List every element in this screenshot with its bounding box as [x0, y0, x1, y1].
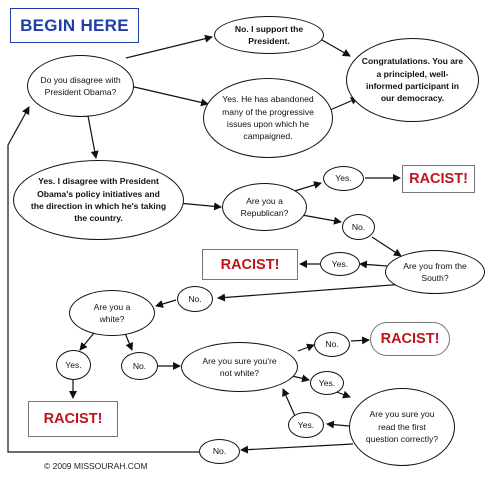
arrow-no-to-white — [156, 300, 176, 306]
node-yes-policy: Yes. I disagree with President Obama's policy initiatives and the direction in which he's taking the country. — [13, 160, 184, 240]
node-congratulations: Congratulations. You are a principled, well-informed participant in our democracy. — [346, 38, 479, 122]
node-no-sure: No. — [314, 332, 350, 357]
arrow-south-to-no — [218, 284, 405, 298]
arrow-south-to-yes — [360, 264, 387, 266]
arrow-disagree-to-yes-policy — [88, 116, 96, 158]
arrow-sure-to-yes — [292, 376, 309, 380]
arrow-read-to-yes — [327, 424, 349, 426]
node-no-republican: No. — [342, 214, 375, 240]
outcome-racist-3: RACIST! — [28, 401, 118, 437]
node-yes-abandoned: Yes. He has abandoned many of the progressive issues upon which he campaigned. — [203, 78, 333, 158]
arrow-white-to-yes — [80, 333, 94, 350]
node-no-read: No. — [199, 439, 240, 464]
node-yes-white: Yes. — [56, 350, 91, 380]
copyright-notice: © 2009 MISSOURAH.COM — [44, 461, 148, 471]
arrow-read-to-no — [241, 444, 353, 450]
node-no-support: No. I support the President. — [214, 16, 324, 54]
arrow-policy-to-republican — [178, 203, 221, 207]
node-yes-south: Yes. — [320, 252, 360, 276]
outcome-racist-2: RACIST! — [202, 249, 298, 280]
node-yes-sure: Yes. — [310, 371, 344, 395]
arrow-no-to-congrats — [322, 40, 350, 56]
node-south-question: Are you from the South? — [385, 250, 485, 294]
outcome-racist-4: RACIST! — [370, 322, 450, 356]
arrow-white-to-no — [125, 333, 132, 350]
node-republican-question: Are you a Republican? — [222, 183, 307, 231]
arrow-disagree-to-yes-abandoned — [130, 86, 208, 104]
arrow-yes-to-sure — [283, 389, 295, 416]
node-no-south: No. — [177, 286, 213, 312]
outcome-racist-1: RACIST! — [402, 165, 475, 193]
node-yes-read: Yes. — [288, 412, 324, 438]
node-white-question: Are you a white? — [69, 290, 155, 336]
node-no-white: No. — [121, 352, 158, 380]
arrow-republican-to-no — [302, 215, 341, 222]
node-read-first-question: Are you sure you read the first question correctly? — [349, 388, 455, 466]
begin-here-label: BEGIN HERE — [10, 8, 139, 43]
arrow-sure-to-no — [298, 345, 314, 351]
node-disagree-question: Do you disagree with President Obama? — [27, 55, 134, 117]
arrow-no-to-south — [372, 237, 401, 256]
node-yes-republican: Yes. — [323, 166, 364, 191]
arrow-no-to-racist-4 — [351, 340, 369, 341]
node-sure-not-white-question: Are you sure you're not white? — [181, 342, 298, 392]
